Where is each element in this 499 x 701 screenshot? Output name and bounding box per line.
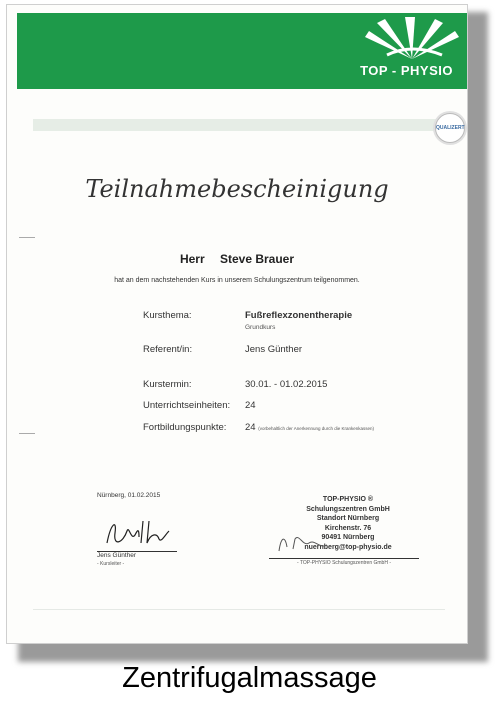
stamp-line: Kirchenstr. 76 bbox=[324, 524, 372, 532]
date-label: Kurstermin: bbox=[143, 379, 192, 390]
fold-mark bbox=[19, 237, 35, 238]
topic-sub: Grundkurs bbox=[245, 324, 276, 331]
date-value: 30.01. - 01.02.2015 bbox=[245, 379, 328, 390]
signer-name: Jens Günther bbox=[97, 552, 137, 559]
stamp-signature-icon bbox=[275, 529, 345, 557]
brand-name: TOP - PHYSIO bbox=[360, 63, 453, 78]
units-label: Unterrichtseinheiten: bbox=[143, 400, 231, 411]
certificate-title: Teilnahmebescheinigung bbox=[85, 175, 389, 203]
caption: Zentrifugalmassage bbox=[122, 662, 377, 694]
referent-value: Jens Günther bbox=[245, 344, 303, 355]
units-value: 24 bbox=[245, 400, 256, 411]
referent-label: Referent/in: bbox=[143, 344, 193, 355]
points-value bbox=[245, 422, 374, 433]
top-physio-logo-icon bbox=[357, 15, 467, 63]
participant bbox=[7, 252, 467, 266]
certificate bbox=[6, 4, 468, 644]
place-date: Nürnberg, 01.02.2015 bbox=[97, 492, 161, 499]
stamp-line: TOP-PHYSIO ® bbox=[322, 496, 374, 503]
participant-name: Steve Brauer bbox=[219, 252, 295, 266]
intro-text: hat an dem nachstehenden Kurs in unserem Schulungszentrum teilgenommen. bbox=[114, 277, 360, 284]
points-number: 24 bbox=[245, 422, 256, 433]
fold-mark bbox=[19, 433, 35, 434]
topic-label: Kursthema: bbox=[143, 310, 192, 321]
salutation: Herr bbox=[179, 252, 205, 266]
quality-seal-icon: QUALIZERT bbox=[435, 113, 465, 143]
signature-icon bbox=[103, 513, 173, 551]
stamp-line: Schulungszentren GmbH bbox=[306, 505, 390, 513]
stamp-footer: - TOP-PHYSIO Schulungszentren GmbH - bbox=[296, 560, 392, 566]
bottom-divider bbox=[33, 609, 445, 610]
stamp-line: nuernberg@top-physio.de bbox=[304, 543, 392, 551]
stamp-line: Standort Nürnberg bbox=[316, 515, 380, 522]
topic-value: Fußreflexzonentherapie bbox=[245, 310, 353, 321]
stamp-line: 90491 Nürnberg bbox=[321, 534, 375, 541]
decor-stripe bbox=[33, 119, 445, 131]
signer-role: - Kursleiter - bbox=[97, 561, 125, 567]
stamp-signature-line bbox=[269, 558, 419, 559]
points-note: (vorbehaltlich der Anerkennung durch die Krankenkassen) bbox=[258, 426, 375, 431]
points-label: Fortbildungspunkte: bbox=[143, 422, 227, 433]
